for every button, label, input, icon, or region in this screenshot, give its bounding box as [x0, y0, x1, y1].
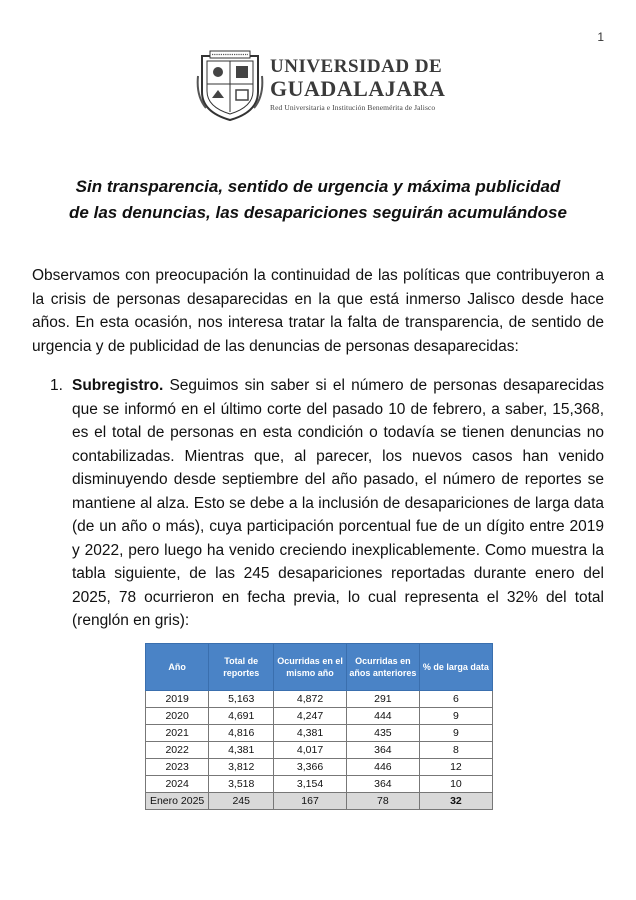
list-item-subregistro [32, 374, 604, 633]
table-row [146, 759, 493, 776]
table-cell: 9 [419, 725, 492, 742]
table-cell: 245 [209, 793, 274, 810]
table-cell: 435 [346, 725, 419, 742]
table-cell: 5,163 [209, 691, 274, 708]
table-cell: 2019 [146, 691, 209, 708]
table-cell: 32 [419, 793, 492, 810]
table-cell: 4,017 [274, 742, 347, 759]
column-header-percent: % de larga data [419, 644, 492, 691]
table-row [146, 691, 493, 708]
list-item-text: Seguimos sin saber si el número de personas desaparecidas que se informó en el último corte del pasado 10 de febrero, a saber, 15,368, es el total de personas en esta condición o todavía se tienen denuncias no contabilizadas. Mientras que, al parecer, los nuevos casos han venido disminuyendo desde septiembre del año pasado, el número de reportes se mantiene al alza. Esto se debe a la inclusión de desapariciones de larga data (de un año o más), cuya participación porcentual fue de un dígito entre 2019 y 2022, pero luego ha venido creciendo inexplicablemente. Como muestra la tabla siguiente, de las 245 desapariciones reportadas durante enero del 2025, 78 ocurrieron en fecha previa, lo cual representa el 32% del total (renglón en gris): [72, 377, 604, 629]
table-header-row [146, 644, 493, 691]
table-cell: 4,872 [274, 691, 347, 708]
list-item-body [72, 374, 604, 633]
table-cell: 2023 [146, 759, 209, 776]
table-cell: 9 [419, 708, 492, 725]
table-row [146, 776, 493, 793]
brand-line1: UNIVERSIDAD DE [270, 55, 443, 77]
table-cell: 8 [419, 742, 492, 759]
list-item-lead: Subregistro. [72, 377, 164, 394]
table-cell: 6 [419, 691, 492, 708]
table-cell: 444 [346, 708, 419, 725]
table-cell: 364 [346, 776, 419, 793]
list-item-number: 1. [50, 377, 63, 394]
table-cell: 4,381 [274, 725, 347, 742]
column-header-total: Total de reportes [209, 644, 274, 691]
table-cell: 2022 [146, 742, 209, 759]
title-line-1: Sin transparencia, sentido de urgencia y máxima publicidad [75, 177, 561, 196]
brand-line2: GUADALAJARA [270, 75, 446, 101]
title-line-2: de las denuncias, las desapariciones seguirán acumulándose [69, 203, 567, 222]
brand-subtitle: Red Universitaria e Institución Benemérita de Jalisco [270, 102, 436, 112]
column-header-same-year: Ocurridas en el mismo año [274, 644, 347, 691]
table-cell: 12 [419, 759, 492, 776]
column-header-previous-years: Ocurridas en años anteriores [346, 644, 419, 691]
disappearances-table [145, 643, 493, 810]
table-cell: 3,366 [274, 759, 347, 776]
university-wordmark [270, 57, 445, 112]
table-cell: 3,518 [209, 776, 274, 793]
table-cell: 446 [346, 759, 419, 776]
table-cell: 78 [346, 793, 419, 810]
table-row [146, 725, 493, 742]
table-cell: 4,381 [209, 742, 274, 759]
table-cell: 291 [346, 691, 419, 708]
column-header-year: Año [146, 644, 209, 691]
table-cell: 364 [346, 742, 419, 759]
table-cell: Enero 2025 [146, 793, 209, 810]
university-header [196, 44, 456, 124]
table-cell: 10 [419, 776, 492, 793]
table-cell: 2020 [146, 708, 209, 725]
page-number: 1 [597, 30, 604, 44]
table-cell: 167 [274, 793, 347, 810]
table-cell: 4,247 [274, 708, 347, 725]
intro-paragraph: Observamos con preocupación la continuidad de las políticas que contribuyeron a la crisis de personas desaparecidas en la que está inmerso Jalisco desde hace años. En esta ocasión, nos interesa tratar la falta de transparencia, de sentido de urgencia y de publicidad de las denuncias de personas desaparecidas: [32, 267, 604, 355]
table-cell: 3,812 [209, 759, 274, 776]
table-row [146, 708, 493, 725]
table-cell: 2024 [146, 776, 209, 793]
document-title [40, 174, 596, 226]
table-cell: 4,816 [209, 725, 274, 742]
table-row [146, 742, 493, 759]
table-row-highlighted [146, 793, 493, 810]
table-cell: 4,691 [209, 708, 274, 725]
table-cell: 3,154 [274, 776, 347, 793]
university-seal-icon [196, 46, 264, 122]
table-cell: 2021 [146, 725, 209, 742]
